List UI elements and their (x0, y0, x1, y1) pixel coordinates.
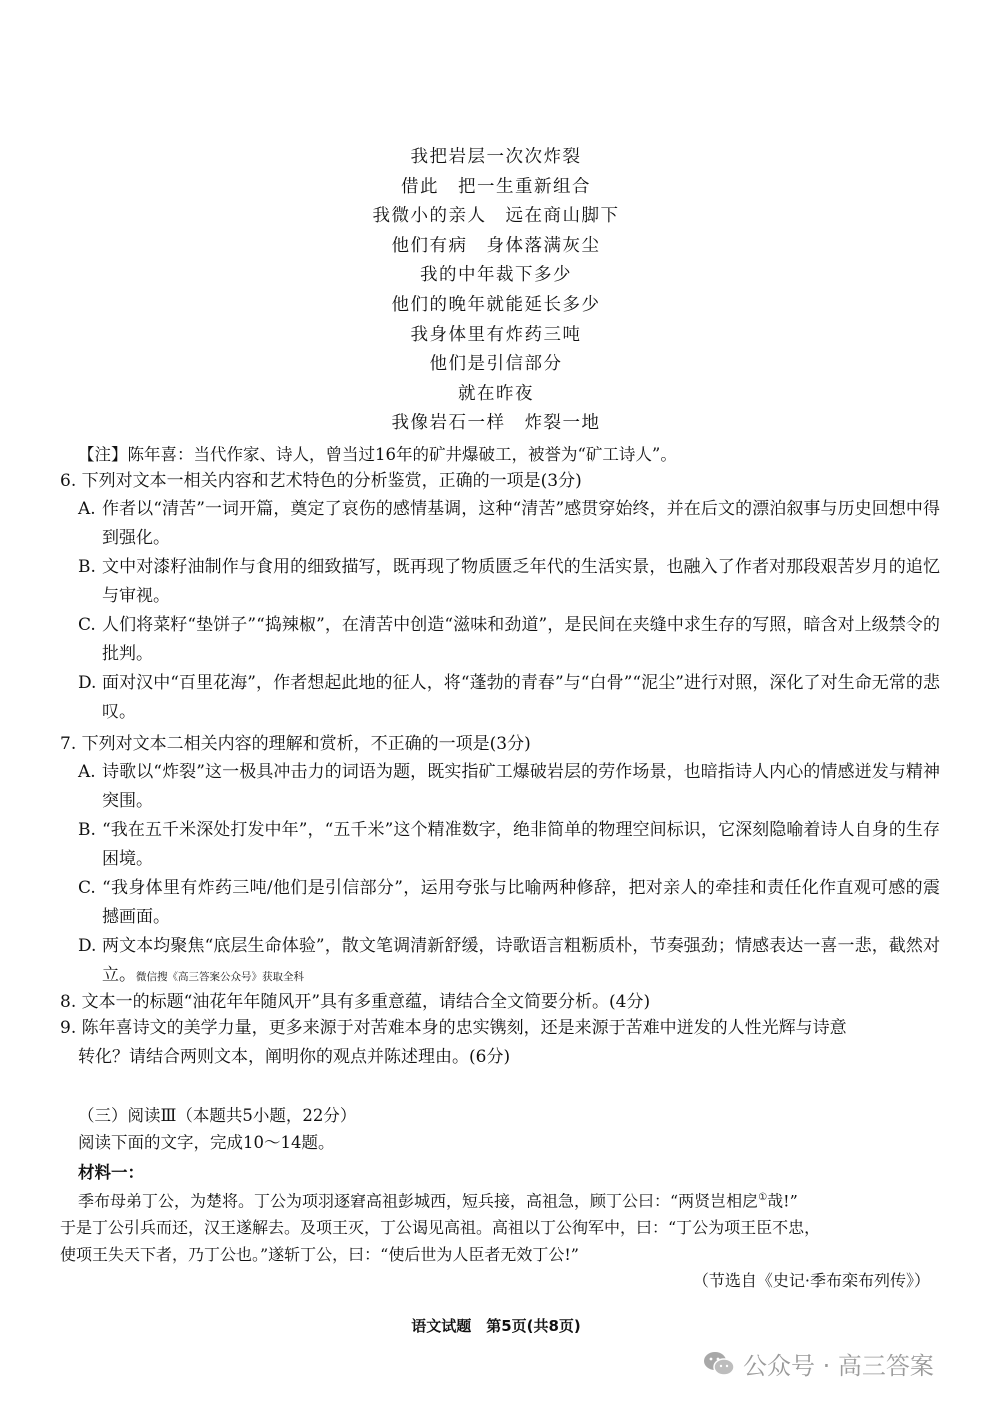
option-letter: C. (78, 878, 96, 898)
option-letter: A. (78, 499, 96, 519)
poem-line: 我把岩层一次次炸裂 (410, 147, 582, 167)
watermark (703, 1346, 934, 1381)
material-title: 材料一： (78, 1163, 144, 1182)
poem-line: 我的中年裁下多少 (420, 265, 572, 286)
poem-line: 他们是引信部分 (429, 354, 563, 375)
option-text: 面对汉中“百里花海”，作者想起此地的征人，将“蓬勃的青春”与“白骨”“泥尘”进行对照，深化了对生命无常的悲叹。 (102, 673, 940, 722)
classical-line: 使项王失天下者，乃丁公也。”遂斩丁公，曰：“使后世为人臣者无效丁公!” (60, 1245, 579, 1265)
wechat-icon (703, 1351, 735, 1377)
option-b (60, 816, 940, 874)
poem-line: 我微小的亲人 远在商山脚下 (372, 206, 620, 227)
poem-line: 借此 把一生重新组合 (401, 176, 591, 197)
question-9-line: 转化？请结合两则文本，阐明你的观点并陈述理由。(6分) (78, 1047, 511, 1067)
watermark-text: 公众号 · 高三答案 (743, 1352, 934, 1380)
question-9-line: 9. 陈年喜诗文的美学力量，更多来源于对苦难本身的忠实镌刻，还是来源于苦难中迸发的人性光辉与诗意 (60, 1018, 847, 1038)
question-7 (60, 730, 940, 992)
question-9 (60, 1014, 940, 1072)
option-text: “我身体里有炸药三吨/他们是引信部分”，运用夸张与比喻两种修辞，把对亲人的牵挂和责任化作直观可感的震撼画面。 (102, 878, 940, 927)
author-note: 【注】陈年喜：当代作家、诗人，曾当过16年的矿井爆破工，被誉为“矿工诗人”。 (78, 445, 677, 464)
section-3 (78, 1102, 356, 1156)
option-text-body: 两文本均聚焦“底层生命体验”，散文笔调清新舒缓，诗歌语言粗粝质朴，节奏强劲；情感表达一喜一悲，截然对立。 (102, 936, 940, 985)
poem-line: 他们有病 身体落满灰尘 (391, 235, 601, 256)
option-text: 人们将菜籽“垫饼子”“捣辣椒”，在清苦中创造“滋味和劲道”，是民间在夹缝中求生存的写照，暗含对上级禁令的批判。 (102, 615, 940, 664)
classical-line-part: 哉!” (767, 1191, 798, 1211)
option-a (60, 495, 940, 553)
page-footer: 语文试题 第5页(共8页) (411, 1317, 581, 1335)
poem-line: 就在昨夜 (458, 383, 534, 404)
question-stem: 7. 下列对文本二相关内容的理解和赏析，不正确的一项是(3分) (60, 734, 531, 754)
poem-line: 我身体里有炸药三吨 (410, 324, 582, 345)
option-letter: D. (78, 936, 97, 956)
option-c (60, 874, 940, 932)
option-letter: B. (78, 820, 96, 840)
footnote-marker: ① (758, 1192, 768, 1203)
question-stem: 6. 下列对文本一相关内容和艺术特色的分析鉴赏，正确的一项是(3分) (60, 471, 582, 491)
option-text: “我在五千米深处打发中年”，“五千米”这个精准数字，绝非简单的物理空间标识，它深刻隐喻着诗人自身的生存困境。 (102, 820, 940, 869)
option-text (102, 932, 940, 992)
section-heading: （三）阅读Ⅲ（本题共5小题，22分） (78, 1106, 357, 1125)
option-letter: A. (78, 762, 96, 782)
option-text: 诗歌以“炸裂”这一极具冲击力的词语为题，既实指矿工爆破岩层的劳作场景，也暗指诗人内心的情感迸发与精神突围。 (102, 762, 940, 811)
option-b (60, 553, 940, 611)
option-letter: C. (78, 615, 96, 635)
classical-text (60, 1184, 942, 1268)
poem-line: 我像岩石一样 炸裂一地 (391, 413, 601, 434)
classical-line-part: 季布母弟丁公，为楚将。丁公为项羽逐窘高祖彭城西，短兵接，高祖急，顾丁公曰：“两贤岂相戹 (78, 1191, 759, 1211)
question-6 (60, 467, 940, 727)
classical-line: 于是丁公引兵而还，汉王遂解去。及项王灭，丁公谒见高祖。高祖以丁公徇军中，曰：“丁公为项王臣不忠， (60, 1218, 821, 1238)
classical-line (60, 1184, 942, 1214)
poem-line: 他们的晚年就能延长多少 (391, 294, 601, 315)
option-d (60, 669, 940, 727)
option-c (60, 611, 940, 669)
poem (0, 143, 992, 439)
source-citation: （节选自《史记·季布栾布列传》） (692, 1271, 930, 1290)
option-d (60, 932, 940, 992)
section-instruction: 阅读下面的文字，完成10～14题。 (78, 1133, 335, 1152)
option-a (60, 758, 940, 816)
option-letter: D. (78, 673, 97, 693)
option-text: 作者以“清苦”一词开篇，奠定了哀伤的感情基调，这种“清苦”感贯穿始终，并在后文的漂泊叙事与历史回想中得到强化。 (102, 499, 940, 548)
option-text: 文中对漆籽油制作与食用的细致描写，既再现了物质匮乏年代的生活实景，也融入了作者对那段艰苦岁月的追忆与审视。 (102, 557, 940, 606)
question-8: 8. 文本一的标题“油花年年随风开”具有多重意蕴，请结合全文简要分析。(4分) (60, 992, 651, 1012)
inline-watermark: 微信搜《高三答案公众号》获取全科 (136, 971, 304, 983)
option-letter: B. (78, 557, 96, 577)
